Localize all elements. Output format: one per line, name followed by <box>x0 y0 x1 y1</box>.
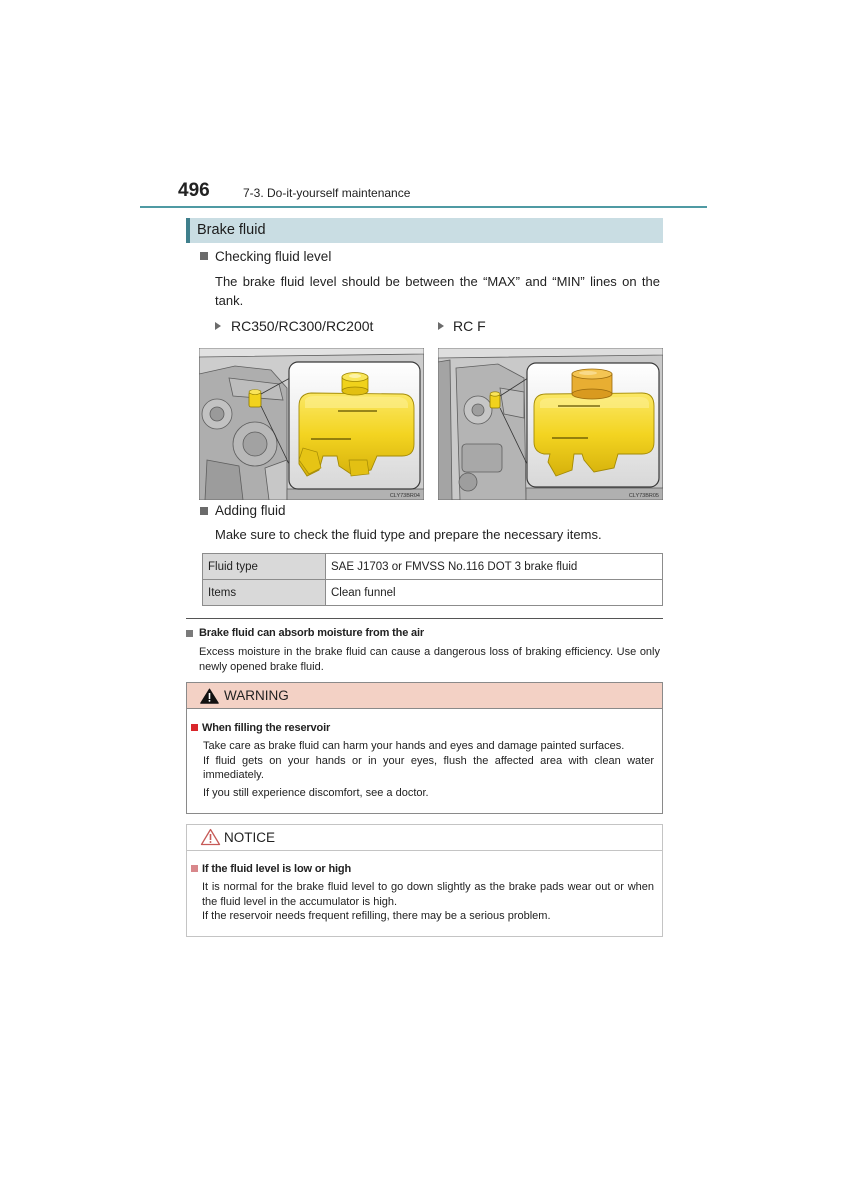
square-bullet-icon <box>200 507 208 515</box>
reservoir-figure-rcf <box>438 348 663 500</box>
notice-text: If the reservoir needs frequent refilling, there may be a serious problem. <box>202 910 551 922</box>
notice-box <box>186 824 663 937</box>
warning-header <box>187 683 662 709</box>
reservoir-cap <box>342 373 368 396</box>
notice-header <box>187 825 662 851</box>
notice-body <box>202 880 654 924</box>
square-bullet-icon <box>186 630 193 637</box>
checking-text: The brake fluid level should be between the “MAX” and “MIN” lines on the tank. <box>215 274 660 308</box>
checking-heading: Checking fluid level <box>215 249 332 264</box>
header-rule <box>140 206 707 208</box>
table-row <box>203 580 663 606</box>
square-bullet-icon <box>200 252 208 260</box>
section-title: Brake fluid <box>197 222 266 238</box>
model-label-rc350: RC350/RC300/RC200t <box>231 318 374 334</box>
warning-title: WARNING <box>224 688 289 703</box>
table-row <box>203 554 663 580</box>
adding-heading: Adding fluid <box>215 503 286 518</box>
chapter-section-title: 7-3. Do-it-yourself maintenance <box>243 186 411 200</box>
table-value-cell: SAE J1703 or FMVSS No.116 DOT 3 brake fluid <box>326 554 663 580</box>
note-text: Excess moisture in the brake fluid can cause a dangerous loss of braking efficiency. Use only newly opened brake fluid. <box>199 646 660 673</box>
notice-title: NOTICE <box>224 830 276 845</box>
warning-text: If you still experience discomfort, see a doctor. <box>203 787 429 799</box>
warning-heading: When filling the reservoir <box>202 722 331 734</box>
notice-icon <box>200 828 221 846</box>
triangle-bullet-icon <box>215 322 221 330</box>
brake-fluid-cap-in-engine <box>490 392 500 408</box>
image-code-label: CLY73BR05 <box>628 493 659 499</box>
model-label-rcf: RC F <box>453 318 486 334</box>
warning-text: If fluid gets on your hands or in your eyes, flush the affected area with clean water immediately. <box>203 754 654 781</box>
warning-box <box>186 682 663 814</box>
reservoir-cap <box>572 369 612 399</box>
warning-body <box>203 739 654 801</box>
notice-heading: If the fluid level is low or high <box>202 863 352 875</box>
warning-icon <box>200 688 219 704</box>
image-code-label: CLY73BR04 <box>389 493 420 499</box>
adding-text: Make sure to check the fluid type and prepare the necessary items. <box>215 527 602 542</box>
table-label-cell: Fluid type <box>203 554 326 580</box>
reservoir-figure-rc350 <box>199 348 424 500</box>
table-label-cell: Items <box>203 580 326 606</box>
brake-fluid-cap-in-engine <box>249 390 261 408</box>
page-number: 496 <box>178 180 210 201</box>
table-value-cell: Clean funnel <box>326 580 663 606</box>
warning-text: Take care as brake fluid can harm your hands and eyes and damage painted surfaces. <box>203 740 625 752</box>
square-bullet-icon <box>191 865 198 872</box>
triangle-bullet-icon <box>438 322 444 330</box>
section-divider <box>186 618 663 619</box>
square-bullet-icon <box>191 724 198 731</box>
notice-text: It is normal for the brake fluid level to go down slightly as the brake pads wear out or when the fluid level in the accumulator is high. <box>202 881 654 908</box>
section-title-bar <box>186 218 663 243</box>
note-heading: Brake fluid can absorb moisture from the air <box>199 627 425 639</box>
fluid-spec-table <box>202 553 663 606</box>
